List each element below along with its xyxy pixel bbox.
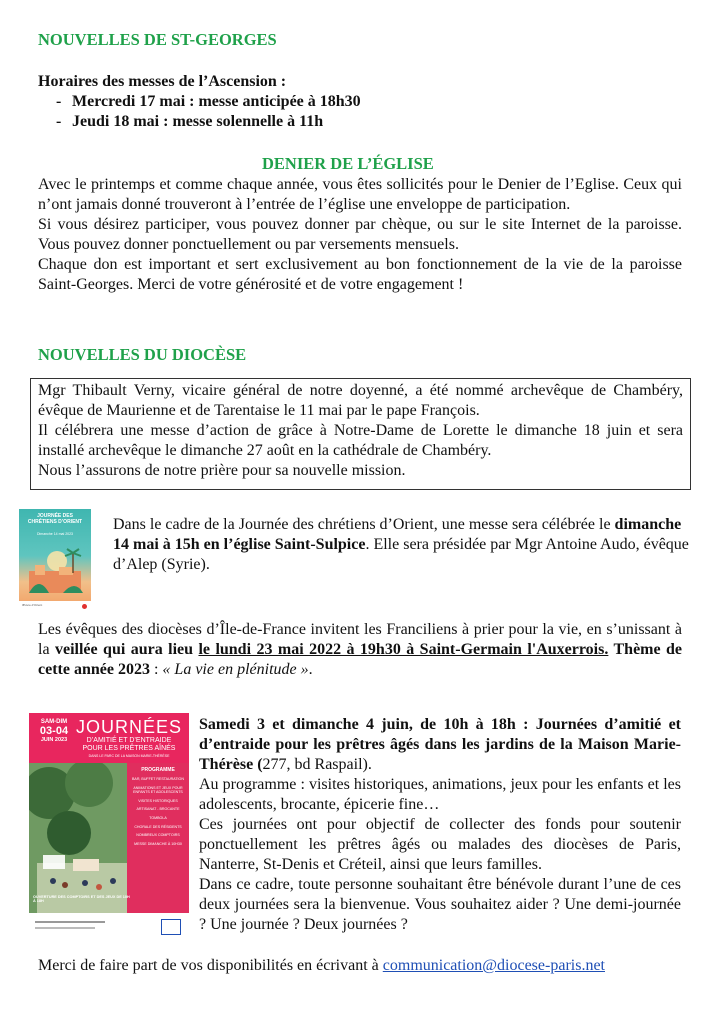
poster-dates: 03-04	[39, 725, 69, 737]
journees-heading-bold: Samedi 3 et dimanche 4 juin, de 10h à 18h : Journées d’amitié et d’entraide pour les prêtres âgés dans les jardins de la Maison Marie-Thérèse (	[199, 716, 681, 773]
masses-title: Horaires des messes de l’Ascension :	[38, 73, 287, 90]
divider	[35, 921, 105, 923]
journees-paragraph-1: Au programme : visites historiques, animations, jeux pour les enfants et les adolescents, brocante, épicerie fine…	[199, 776, 681, 813]
list-item: - Jeudi 18 mai : messe solennelle à 11h	[38, 112, 361, 132]
poster-program	[127, 763, 189, 913]
poster-footer-text: Œuvre d’Orient	[22, 603, 43, 607]
logo-icon	[82, 604, 87, 609]
poster-title-line-1: D’AMITIÉ ET D’ENTRAIDE	[86, 737, 172, 744]
box-paragraph-1: Mgr Thibault Verny, vicaire général de notre doyenné, a été nommé archevêque de Chambéry, évêque de Maurienne et de Tarentaise le 11 mai par le pape François.	[38, 382, 683, 419]
divider	[35, 927, 95, 929]
program-item-1: BAR, BUFFET RESTAURATION	[132, 777, 184, 781]
box-paragraph-2: Il célébrera une messe d’action de grâce à Notre-Dame de Lorette le dimanche 18 juin et sera installé archevêque le dimanche 27 août en la cathédrale de Chambéry.	[38, 422, 683, 459]
program-item-6: CHORALE DES RÉSIDENTS	[134, 824, 182, 829]
denier-paragraph-1: Avec le printemps et comme chaque année, vous êtes sollicités pour le Denier de l’Eglise. Ceux qui n’ont jamais donné trouveront à l’entrée de l’église une enveloppe de participation.	[38, 176, 682, 213]
poster-date	[35, 719, 73, 743]
poster-title-small: DANS LE PARC DE LA MAISON MARIE-THÉRÈSE	[88, 754, 170, 758]
program-title: PROGRAMME	[141, 767, 175, 773]
section-heading-st-georges: NOUVELLES DE ST-GEORGES	[38, 30, 277, 49]
program-item-8: MESSE DIMANCHE À 10H30	[134, 841, 182, 846]
denier-text	[38, 175, 682, 295]
list-item: - Mercredi 17 mai : messe anticipée à 18h30	[38, 92, 361, 112]
program-item-7: NOMBREUX COMPTOIRS	[136, 833, 180, 838]
program-item-3: VISITES HISTORIQUES	[138, 798, 178, 803]
vie-text-5: :	[149, 661, 163, 678]
journees-paragraph-2: Ces journées ont pour objectif de collecter des fonds pour soutenir ponctuellement les prêtres âgés ou malades des diocèses de Paris, Nanterre, St-Denis et Créteil, ainsi que leurs familles.	[199, 816, 681, 873]
poster-subtitle: Dimanche 14 mai 2023	[37, 532, 73, 536]
box-paragraph-3: Nous l’assurons de notre prière pour sa nouvelle mission.	[38, 462, 406, 479]
email-link[interactable]: communication@diocese-paris.net	[382, 957, 605, 974]
vie-text-6: « La vie en plénitude »	[162, 661, 309, 678]
vie-text	[38, 620, 682, 680]
vie-text-4: Thème de cette année 2023	[38, 641, 683, 678]
program-item-2: ANIMATIONS ET JEUX POUR ENFANTS ET ADOLESCENTS	[133, 785, 183, 795]
poster-footer	[19, 601, 91, 613]
program-item-4: ARTISANAT - BROCANTE	[136, 807, 180, 812]
orient-text-1: Dans le cadre de la Journée des chrétiens d’Orient, une messe sera célébrée le	[113, 516, 615, 533]
vie-text-7: .	[308, 661, 313, 678]
journees-poster	[29, 713, 189, 943]
vie-text-3: le lundi 23 mai 2022 à 19h30 à Saint-Germain l'Auxerrois.	[198, 641, 609, 658]
poster-title-line-2: POUR LES PRÊTRES AÎNÉS	[82, 745, 176, 752]
poster-title-big: JOURNÉES	[75, 717, 182, 737]
poster-days: SAM-DIM	[40, 719, 68, 725]
poster-illustration	[19, 509, 91, 613]
contact-text: Merci de faire part de vos disponibilités en écrivant à	[38, 957, 383, 974]
journees-text	[199, 715, 681, 935]
orient-text	[113, 515, 691, 575]
vie-text-1: Les évêques des diocèses d’Île-de-France invitent les Franciliens à prier pour la vie, en s’unissant à la	[38, 621, 682, 658]
poster-opening-hours: OUVERTURE DES COMPTOIRS ET DES JEUX DE 10H À 18H	[33, 895, 130, 903]
section-heading-diocese: NOUVELLES DU DIOCÈSE	[38, 345, 247, 364]
poster-title	[73, 717, 185, 758]
announcement-box	[30, 378, 691, 490]
journees-address: 277, bd Raspail).	[262, 756, 372, 773]
poster-month: JUIN 2023	[40, 737, 68, 743]
denier-paragraph-3: Chaque don est important et sert exclusivement au bon fonctionnement de la vie de la paroisse Saint-Georges. Merci de votre générosité et de votre engagement !	[38, 256, 682, 293]
journees-heading	[199, 715, 681, 775]
denier-paragraph-2: Si vous désirez participer, vous pouvez donner par chèque, ou sur le site Internet de la paroisse. Vous pouvez donner ponctuellement ou par versements mensuels.	[38, 216, 682, 253]
program-item-5: TOMBOLA	[149, 815, 167, 820]
masses-list	[38, 92, 361, 132]
vie-text-2: veillée qui aura lieu	[54, 641, 199, 658]
journees-paragraph-3: Dans ce cadre, toute personne souhaitant être bénévole durant l’une de ces deux journées sera la bienvenue. Vous souhaitez aider ? Une demi-journée ? Une journée ? Deux journées ?	[199, 876, 681, 933]
logo-icon	[161, 919, 181, 935]
poster-title: JOURNÉE DES CHRÉTIENS D’ORIENT	[27, 513, 83, 525]
chretiens-orient-poster	[19, 509, 91, 613]
orient-text-bold: dimanche 14 mai à 15h en l’église Saint-Sulpice	[113, 516, 682, 553]
section-heading-denier: DENIER DE L’ÉGLISE	[262, 154, 434, 173]
contact-line	[38, 956, 688, 976]
poster-bottom-band	[29, 913, 189, 943]
orient-text-3: . Elle sera présidée par Mgr Antoine Audo, évêque d’Alep (Syrie).	[113, 536, 689, 573]
